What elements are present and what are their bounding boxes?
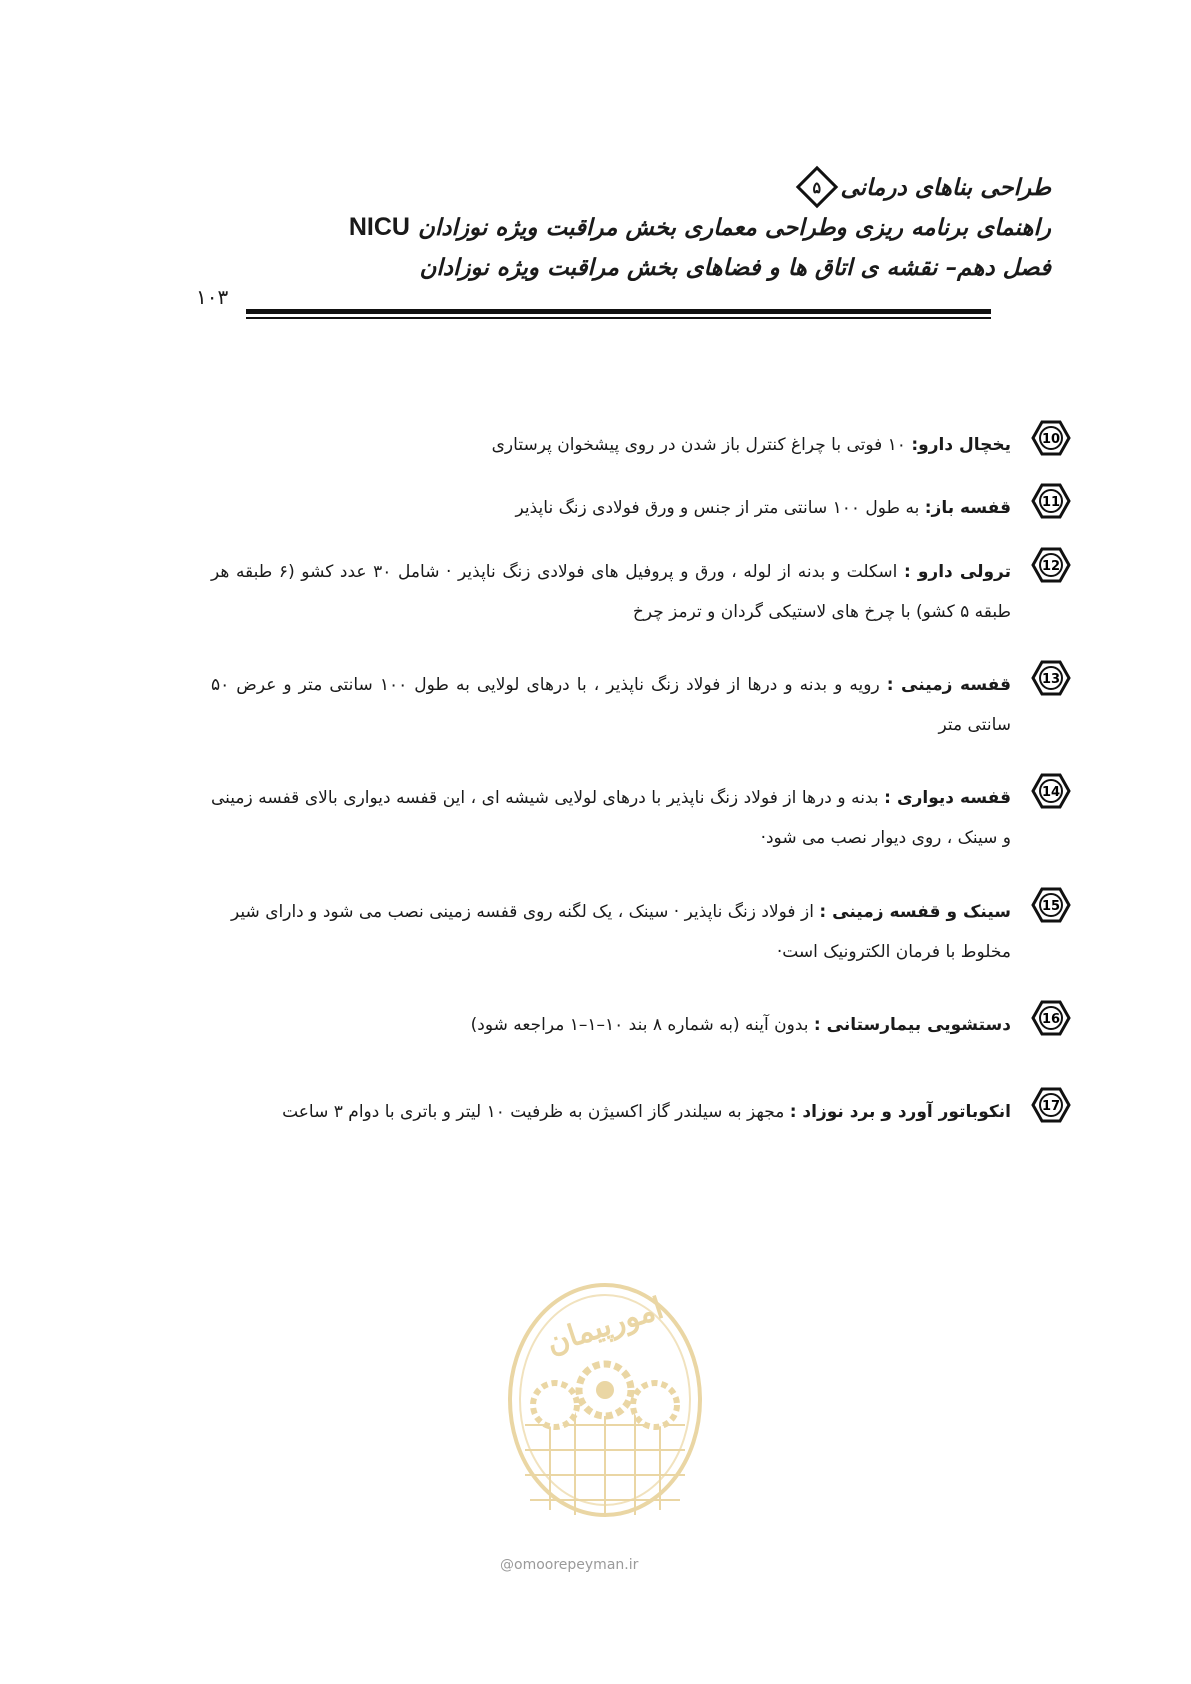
item-number-badge [1031, 484, 1071, 518]
watermark-logo [490, 1275, 720, 1535]
octagon-badge-icon [1031, 483, 1071, 519]
item-text [211, 778, 1011, 858]
item-number: 15 [1041, 899, 1061, 914]
item-description: بدنه و درها از فولاد زنگ ناپذیر با درهای لولایی شیشه ای ، این قفسه دیواری بالای قفسه زمینی و سینک ، روی دیوار نصب می شود· [211, 788, 1011, 848]
item-description: از فولاد زنگ ناپذیر · سینک ، یک لگنه روی قفسه زمینی نصب می شود و دارای شیر مخلوط با فرمان الکترونیک است· [231, 902, 1011, 962]
octagon-badge-icon [1031, 547, 1071, 583]
item-number: 10 [1041, 432, 1061, 447]
item-number-badge [1031, 421, 1071, 455]
list-item [201, 665, 1071, 745]
item-number: 16 [1041, 1012, 1061, 1027]
item-description: رویه و بدنه و درها از فولاد زنگ ناپذیر ، با درهای لولایی به طول ۱۰۰ سانتی متر و عرض ۵۰ سانتی متر [211, 675, 1011, 735]
item-text [211, 1092, 1011, 1132]
list-item [201, 552, 1071, 632]
octagon-badge-icon [1031, 1000, 1071, 1036]
list-item [201, 892, 1071, 972]
item-label: قفسه زمینی : [886, 675, 1011, 695]
item-text [451, 1005, 1011, 1045]
item-text [231, 892, 1011, 972]
guide-title: راهنمای برنامه ریزی وطراحی معماری بخش مراقبت ویژه نوزادان [417, 214, 1051, 241]
item-description: اسکلت و بدنه از لوله ، ورق و پروفیل های فولادی زنگ ناپذیر · شامل ۳۰ عدد کشو (۶ طبقه هر طبقه ۵ کشو) با چرخ های لاستیکی گردان و ترمز چرخ [211, 562, 1011, 622]
item-label: ترولی دارو : [903, 562, 1011, 582]
list-item [201, 488, 1071, 528]
item-label: قفسه باز: [924, 498, 1011, 518]
item-number-badge [1031, 661, 1071, 695]
item-number: 17 [1041, 1099, 1061, 1114]
item-text [491, 488, 1011, 528]
page-number: ۱۰۳ [196, 285, 229, 309]
guide-title-line [151, 206, 1051, 248]
octagon-badge-icon [1031, 773, 1071, 809]
series-number: ۵ [813, 177, 822, 197]
item-label: دستشویی بیمارستانی : [813, 1015, 1011, 1035]
octagon-badge-icon [1031, 660, 1071, 696]
item-label: سینک و قفسه زمینی : [819, 902, 1011, 922]
item-description: بدون آینه (به شماره ۸ بند ۱۰–۱–۱ مراجعه شود) [470, 1015, 814, 1035]
item-number: 12 [1041, 559, 1061, 574]
item-text [211, 665, 1011, 745]
page-header [151, 168, 1051, 288]
guide-tag: NICU [348, 213, 410, 241]
item-label: یخچال دارو: [911, 435, 1011, 455]
item-number-badge [1031, 1088, 1071, 1122]
series-title: طراحی بناهای درمانی [840, 173, 1051, 201]
item-text [491, 425, 1011, 465]
item-description: به طول ۱۰۰ سانتی متر از جنس و ورق فولادی زنگ ناپذیر [515, 498, 925, 518]
list-item [201, 778, 1071, 858]
octagon-badge-icon [1031, 887, 1071, 923]
item-number-badge [1031, 548, 1071, 582]
item-number: 13 [1041, 672, 1061, 687]
series-title-line [151, 168, 1051, 206]
header-rule-thin [246, 317, 991, 319]
list-item [201, 1005, 1071, 1045]
list-item [201, 425, 1071, 465]
item-number: 14 [1041, 785, 1061, 800]
item-label: انکوباتور آورد و برد نوزاد : [789, 1102, 1011, 1122]
item-number-badge [1031, 1001, 1071, 1035]
watermark-logo-text: امورپیمان [542, 1290, 668, 1362]
chapter-title: فصل دهم– نقشه ی اتاق ها و فضاهای بخش مراقبت ویژه نوزادان [419, 254, 1051, 281]
item-text [211, 552, 1011, 632]
octagon-badge-icon [1031, 420, 1071, 456]
item-number: 11 [1041, 495, 1061, 510]
item-number-badge [1031, 888, 1071, 922]
header-rule-thick [246, 309, 991, 314]
octagon-badge-icon [1031, 1087, 1071, 1123]
watermark-site: @omoorepeyman.ir [500, 1557, 639, 1573]
series-number-badge [796, 166, 838, 208]
item-label: قفسه دیواری : [884, 788, 1011, 808]
list-item [201, 1092, 1071, 1132]
item-description: ۱۰ فوتی با چراغ کنترل باز شدن در روی پیشخوان پرستاری [491, 435, 912, 455]
item-description: مجهز به سیلندر گاز اکسیژن به ظرفیت ۱۰ لیتر و باتری با دوام ۳ ساعت [282, 1102, 790, 1122]
item-number-badge [1031, 774, 1071, 808]
